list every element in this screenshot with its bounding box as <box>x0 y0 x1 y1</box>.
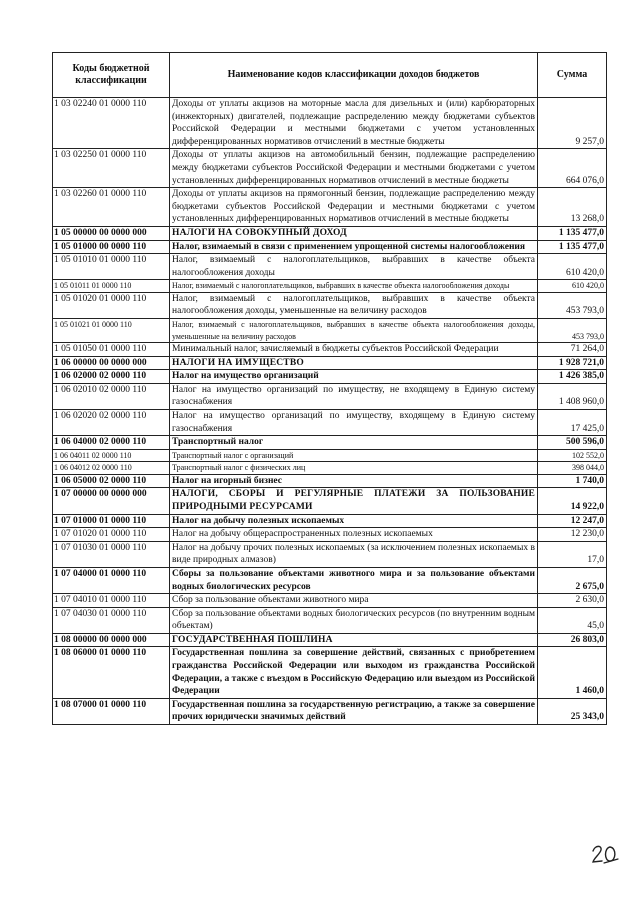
table-row <box>53 488 607 514</box>
row-code: 1 07 04010 01 0000 110 <box>53 594 170 608</box>
row-code: 1 07 01030 01 0000 110 <box>53 541 170 567</box>
row-name: ГОСУДАРСТВЕННАЯ ПОШЛИНА <box>170 633 538 647</box>
row-sum: 1 408 960,0 <box>538 383 607 409</box>
table-row <box>53 226 607 240</box>
table-header-row <box>53 53 607 98</box>
table-row <box>53 567 607 593</box>
row-code: 1 08 00000 00 0000 000 <box>53 633 170 647</box>
row-name: Государственная пошлина за совершение действий, связанных с приобретением гражданства Российской Федерации или выходом из гражданства Российской Федерации, а также с въездом в Российскую Федерацию или выездом из Российской Федерации <box>170 647 538 698</box>
table-row <box>53 98 607 149</box>
table-row <box>53 594 607 608</box>
row-sum: 26 803,0 <box>538 633 607 647</box>
row-name: Налог на добычу общераспространенных полезных ископаемых <box>170 528 538 542</box>
row-name: НАЛОГИ, СБОРЫ И РЕГУЛЯРНЫЕ ПЛАТЕЖИ ЗА ПОЛЬЗОВАНИЕ ПРИРОДНЫМИ РЕСУРСАМИ <box>170 488 538 514</box>
row-code: 1 08 07000 01 0000 110 <box>53 698 170 724</box>
row-code: 1 06 05000 02 0000 110 <box>53 474 170 488</box>
row-sum: 500 596,0 <box>538 436 607 450</box>
revenue-table <box>52 52 607 725</box>
table-row <box>53 319 607 343</box>
table-row <box>53 383 607 409</box>
table-row <box>53 356 607 370</box>
row-sum: 610 420,0 <box>538 254 607 280</box>
row-name: Минимальный налог, зачисляемый в бюджеты субъектов Российской Федерации <box>170 343 538 357</box>
row-name: Государственная пошлина за государственную регистрацию, а также за совершение прочих юридически значимых действий <box>170 698 538 724</box>
row-code: 1 07 01020 01 0000 110 <box>53 528 170 542</box>
header-name: Наименование кодов классификации доходов бюджетов <box>170 53 538 98</box>
table-row <box>53 409 607 435</box>
table-row <box>53 698 607 724</box>
table-row <box>53 647 607 698</box>
row-sum: 453 793,0 <box>538 319 607 343</box>
row-code: 1 05 01021 01 0000 110 <box>53 319 170 343</box>
row-code: 1 06 02000 02 0000 110 <box>53 370 170 384</box>
row-sum: 664 076,0 <box>538 149 607 188</box>
row-sum: 1 740,0 <box>538 474 607 488</box>
table-row <box>53 541 607 567</box>
header-code: Коды бюджетной классификации <box>53 53 170 98</box>
row-sum: 12 247,0 <box>538 514 607 528</box>
row-sum: 14 922,0 <box>538 488 607 514</box>
row-code: 1 07 01000 01 0000 110 <box>53 514 170 528</box>
row-sum: 17,0 <box>538 541 607 567</box>
row-sum: 45,0 <box>538 607 607 633</box>
row-code: 1 03 02250 01 0000 110 <box>53 149 170 188</box>
row-code: 1 06 04012 02 0000 110 <box>53 462 170 475</box>
row-code: 1 06 02010 02 0000 110 <box>53 383 170 409</box>
row-sum: 17 425,0 <box>538 409 607 435</box>
row-name: Налог, взимаемый в связи с применением упрощенной системы налогообложения <box>170 240 538 254</box>
table-row <box>53 462 607 475</box>
row-sum: 1 426 385,0 <box>538 370 607 384</box>
table-row <box>53 436 607 450</box>
budget-revenue-table-page <box>52 52 606 725</box>
row-name: Сбор за пользование объектами животного мира <box>170 594 538 608</box>
table-row <box>53 449 607 462</box>
row-code: 1 06 00000 00 0000 000 <box>53 356 170 370</box>
row-sum: 1 928 721,0 <box>538 356 607 370</box>
row-name: Налог, взимаемый с налогоплательщиков, выбравших в качестве объекта налогообложения доходы <box>170 254 538 280</box>
row-code: 1 07 00000 00 0000 000 <box>53 488 170 514</box>
row-sum: 2 630,0 <box>538 594 607 608</box>
table-row <box>53 240 607 254</box>
header-sum: Сумма <box>538 53 607 98</box>
row-code: 1 06 02020 02 0000 110 <box>53 409 170 435</box>
table-row <box>53 149 607 188</box>
table-row <box>53 188 607 227</box>
row-code: 1 03 02260 01 0000 110 <box>53 188 170 227</box>
row-name: Доходы от уплаты акцизов на автомобильный бензин, подлежащие распределению между бюджетами субъектов Российской Федерации и местными бюджетами с учетом установленных дифференцированных нормативов отчислений в местные бюджеты <box>170 149 538 188</box>
table-row <box>53 370 607 384</box>
row-code: 1 05 01000 00 0000 110 <box>53 240 170 254</box>
row-name: Транспортный налог с организаций <box>170 449 538 462</box>
table-row <box>53 514 607 528</box>
row-code: 1 06 04011 02 0000 110 <box>53 449 170 462</box>
table-row <box>53 292 607 318</box>
table-row <box>53 607 607 633</box>
row-code: 1 06 04000 02 0000 110 <box>53 436 170 450</box>
table-row <box>53 254 607 280</box>
row-code: 1 05 01050 01 0000 110 <box>53 343 170 357</box>
row-sum: 2 675,0 <box>538 567 607 593</box>
row-name: Налог на имущество организаций <box>170 370 538 384</box>
row-name: Сборы за пользование объектами животного мира и за пользование объектами водных биологических ресурсов <box>170 567 538 593</box>
row-name: Транспортный налог с физических лиц <box>170 462 538 475</box>
row-name: Налог на добычу прочих полезных ископаемых (за исключением полезных ископаемых в виде природных алмазов) <box>170 541 538 567</box>
row-sum: 102 552,0 <box>538 449 607 462</box>
table-row <box>53 528 607 542</box>
row-name: Сбор за пользование объектами водных биологических ресурсов (по внутренним водным объектам) <box>170 607 538 633</box>
row-sum: 71 264,0 <box>538 343 607 357</box>
row-name: Налог на игорный бизнес <box>170 474 538 488</box>
row-name: Транспортный налог <box>170 436 538 450</box>
row-sum: 453 793,0 <box>538 292 607 318</box>
handwritten-page-number <box>590 842 620 866</box>
row-name: НАЛОГИ НА ИМУЩЕСТВО <box>170 356 538 370</box>
row-code: 1 08 06000 01 0000 110 <box>53 647 170 698</box>
table-row <box>53 633 607 647</box>
row-name: Налог на имущество организаций по имуществу, входящему в Единую систему газоснабжения <box>170 409 538 435</box>
row-code: 1 05 01010 01 0000 110 <box>53 254 170 280</box>
row-sum: 1 135 477,0 <box>538 240 607 254</box>
row-code: 1 05 01020 01 0000 110 <box>53 292 170 318</box>
row-name: Налог, взимаемый с налогоплательщиков, выбравших в качестве объекта налогообложения доходы <box>170 280 538 293</box>
row-code: 1 07 04030 01 0000 110 <box>53 607 170 633</box>
row-sum: 25 343,0 <box>538 698 607 724</box>
row-name: Налог на имущество организаций по имуществу, не входящему в Единую систему газоснабжения <box>170 383 538 409</box>
row-sum: 13 268,0 <box>538 188 607 227</box>
row-name: Доходы от уплаты акцизов на прямогонный бензин, подлежащие распределению между бюджетами субъектов Российской Федерации и местными бюджетами с учетом установленных дифференцированных нормативов отчислений в местные бюджеты <box>170 188 538 227</box>
row-code: 1 05 00000 00 0000 000 <box>53 226 170 240</box>
row-code: 1 03 02240 01 0000 110 <box>53 98 170 149</box>
table-row <box>53 280 607 293</box>
row-sum: 1 460,0 <box>538 647 607 698</box>
row-name: Налог на добычу полезных ископаемых <box>170 514 538 528</box>
row-sum: 12 230,0 <box>538 528 607 542</box>
row-name: Налог, взимаемый с налогоплательщиков, выбравших в качестве объекта налогообложения доходы, уменьшенные на величину расходов <box>170 319 538 343</box>
table-row <box>53 343 607 357</box>
row-code: 1 07 04000 01 0000 110 <box>53 567 170 593</box>
row-name: НАЛОГИ НА СОВОКУПНЫЙ ДОХОД <box>170 226 538 240</box>
row-name: Налог, взимаемый с налогоплательщиков, выбравших в качестве объекта налогообложения доходы, уменьшенные на величину расходов <box>170 292 538 318</box>
row-sum: 398 044,0 <box>538 462 607 475</box>
row-sum: 1 135 477,0 <box>538 226 607 240</box>
row-code: 1 05 01011 01 0000 110 <box>53 280 170 293</box>
row-name: Доходы от уплаты акцизов на моторные масла для дизельных и (или) карбюраторных (инжекторных) двигателей, подлежащие распределению между бюджетами субъектов Российской Федерации и местными бюджетами с учетом установленных дифференцированных нормативов отчислений в местные бюджеты <box>170 98 538 149</box>
row-sum: 9 257,0 <box>538 98 607 149</box>
row-sum: 610 420,0 <box>538 280 607 293</box>
table-row <box>53 474 607 488</box>
